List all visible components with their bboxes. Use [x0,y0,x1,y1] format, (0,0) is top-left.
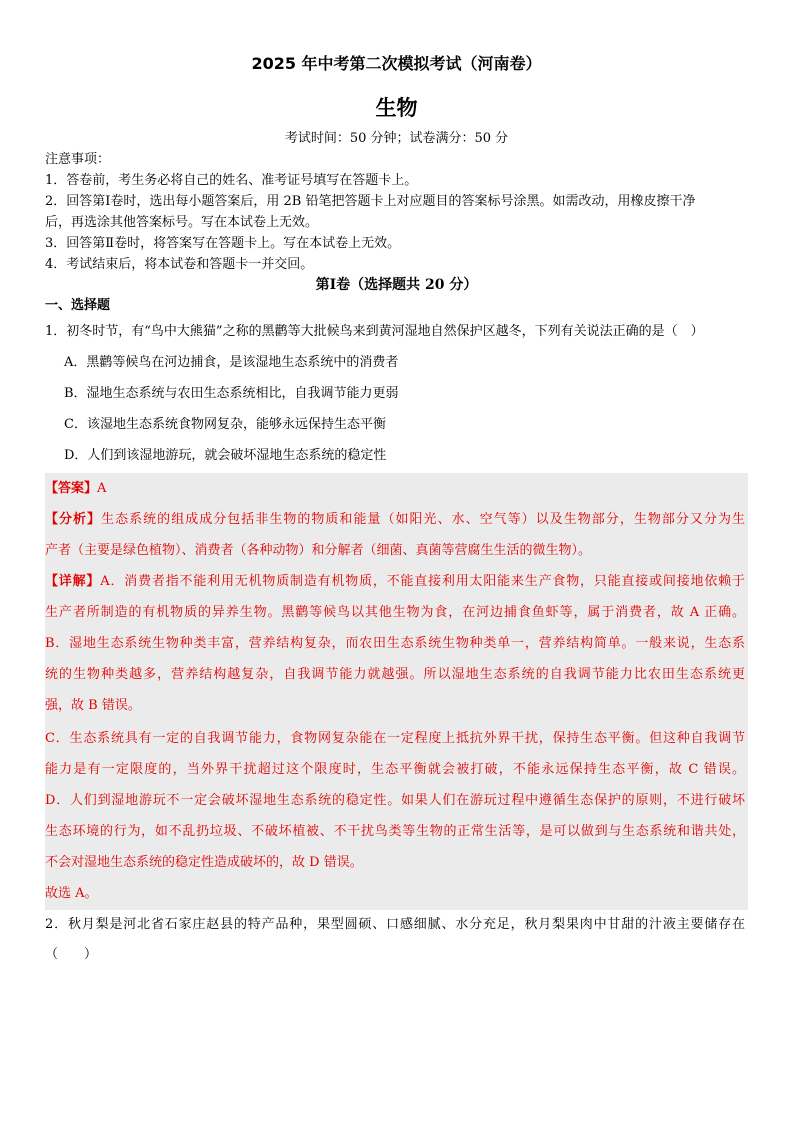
notice-item: 1．答卷前，考生务必将自己的姓名、准考证号填写在答题卡上。 [45,173,418,188]
detail-line: 统的生物种类越多，营养结构越复杂，自我调节能力就越强。所以湿地生态系统的自我调节能力比农田生态系统更 [45,667,745,682]
detail-line: D．人们到湿地游玩不一定会破坏湿地生态系统的稳定性。如果人们在游玩过程中遵循生态保护的原则，不进行破坏 [45,793,745,808]
detail-line [45,574,745,590]
answer-value: A [97,481,107,496]
analysis-line [45,512,745,528]
detail-line: 能力是有一定限度的，当外界干扰超过这个限度时，生态平衡就会被打破，不能永远保持生态平衡，故 C 错误。 [45,762,745,777]
option-d: D．人们到该湿地游玩，就会破坏湿地生态系统的稳定性 [64,448,387,463]
detail-text: A．消费者指不能利用无机物质制造有机物质，不能直接利用太阳能来生产食物，只能直接或间接地依赖于 [100,574,745,589]
detail-line: 强，故 B 错误。 [45,698,141,713]
exam-title: 2025 年中考第二次模拟考试（河南卷） [251,54,542,73]
notice-heading: 注意事项： [45,152,111,167]
answer-line [45,481,106,497]
section-title: 一、选择题 [45,298,111,313]
notice-item: 3．回答第Ⅱ卷时，将答案写在答题卡上。写在本试卷上无效。 [45,236,401,251]
notice-item: 2．回答第Ⅰ卷时，选出每小题答案后，用 2B 铅笔把答题卡上对应题目的答案标号涂黑。如需改动，用橡皮擦干净 [45,194,696,209]
detail-line: B．湿地生态系统生物种类丰富，营养结构复杂，而农田生态系统生物种类单一，营养结构简单。一般来说，生态系 [45,636,745,651]
detail-line: C．生态系统具有一定的自我调节能力，食物网复杂能在一定程度上抵抗外界干扰，保持生态平衡。但这种自我调节 [45,731,745,746]
analysis-text: 生态系统的组成成分包括非生物的物质和能量（如阳光、水、空气等）以及生物部分，生物部分又分为生 [101,512,745,527]
detail-line: 生态环境的行为，如不乱扔垃圾、不破坏植被、不干扰鸟类等生物的正常生活等，是可以做到与生态系统和谐共处， [45,824,745,839]
option-a: A．黑鹳等候鸟在河边捕食，是该湿地生态系统中的消费者 [64,355,399,370]
subject-title: 生物 [375,96,418,120]
option-c: C．该湿地生态系统食物网复杂，能够永远保持生态平衡 [64,417,386,432]
answer-explanation-box [45,473,748,910]
question-stem: （ ） [45,947,98,962]
detail-tag: 【详解】 [45,574,101,589]
option-b: B．湿地生态系统与农田生态系统相比，自我调节能力更弱 [64,386,399,401]
question-stem: 1．初冬时节，有“鸟中大熊猫”之称的黑鹳等大批候鸟来到黄河湿地自然保护区越冬，下列有关说法正确的是（ ） [45,324,704,339]
detail-line: 生产者所制造的有机物质的异养生物。黑鹳等候鸟以其他生物为食，在河边捕食鱼虾等，属于消费者，故 A 正确。 [45,605,745,620]
notice-item: 后，再选涂其他答案标号。写在本试卷上无效。 [45,215,319,230]
exam-info: 考试时间：50 分钟；试卷满分：50 分 [284,131,509,146]
analysis-tag: 【分析】 [45,512,102,527]
detail-line: 不会对湿地生态系统的稳定性造成破坏的，故 D 错误。 [45,855,363,870]
analysis-line: 产者（主要是绿色植物）、消费者（各种动物）和分解者（细菌、真菌等营腐生生活的微生物）。 [45,543,592,558]
conclusion-line: 故选 A。 [45,886,98,901]
question-stem: 2．秋月梨是河北省石家庄赵县的特产品种，果型圆硕、口感细腻、水分充足，秋月梨果肉中甘甜的汁液主要储存在 [45,917,745,932]
part-title: 第Ⅰ卷（选择题共 20 分） [315,277,478,293]
answer-tag: 【答案】 [45,481,98,496]
notice-item: 4．考试结束后，将本试卷和答题卡一并交回。 [45,257,314,272]
